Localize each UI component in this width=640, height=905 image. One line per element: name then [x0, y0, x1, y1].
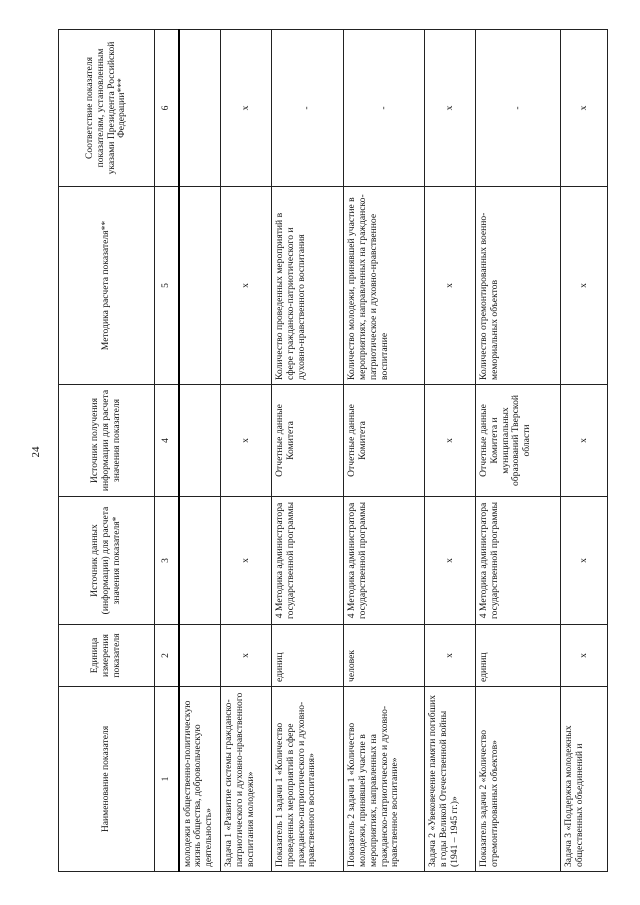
decree-compliance-cell: -	[344, 30, 425, 187]
table-row	[344, 30, 425, 872]
info-source-cell: Отчетные данные Комитета и муниципальных образований Тверской области	[476, 385, 561, 497]
data-source-cell: х	[221, 497, 272, 625]
column-number: 2	[155, 625, 179, 687]
indicator-name-cell: Задача 1 «Развитие системы гражданско-патриотического и духовно-нравственного воспитания молодежи»	[221, 687, 272, 872]
header-data-source: Источник данных (информации) для расчета значения показателя*	[59, 497, 155, 625]
indicator-name-cell: молодежи в общественно-политическую жизнь общества, добровольческую деятельность»	[179, 687, 221, 872]
indicator-name-cell: Показатель 2 задачи 1 «Количество молодежи, принявшей участие в мероприятиях, направленных на гражданско-патриотическое и духовно-нравственное воспитание»	[344, 687, 425, 872]
methodology-cell: х	[425, 187, 476, 385]
column-number: 4	[155, 385, 179, 497]
unit-cell	[179, 625, 221, 687]
column-number-row	[155, 30, 179, 872]
methodology-cell: х	[221, 187, 272, 385]
page-number: 24	[30, 446, 42, 458]
data-source-cell	[179, 497, 221, 625]
header-indicator-name: Наименование показателя	[59, 687, 155, 872]
table-row	[561, 30, 608, 872]
indicator-name-cell: Задача 2 «Увековечение памяти погибших в годы Великой Отечественной войны (1941 – 1945 гг.)»	[425, 687, 476, 872]
header-row	[59, 30, 155, 872]
unit-cell: х	[221, 625, 272, 687]
indicator-name-cell: Показатель задачи 2 «Количество отремонтированных объектов»	[476, 687, 561, 872]
info-source-cell: х	[221, 385, 272, 497]
methodology-cell: Количество молодежи, принявшей участие в мероприятиях, направленных на гражданско-патриотическое и духовно-нравственное воспитание	[344, 187, 425, 385]
info-source-cell: Отчетные данные Комитета	[272, 385, 344, 497]
table-row	[476, 30, 561, 872]
unit-cell: х	[425, 625, 476, 687]
decree-compliance-cell: х	[425, 30, 476, 187]
data-source-cell: х	[425, 497, 476, 625]
column-number: 3	[155, 497, 179, 625]
decree-compliance-cell	[179, 30, 221, 187]
decree-compliance-cell: -	[272, 30, 344, 187]
data-source-cell: х	[561, 497, 608, 625]
decree-compliance-cell: х	[221, 30, 272, 187]
rotated-page-area	[58, 30, 608, 872]
data-source-cell: 4 Методика администратора государственной программы	[272, 497, 344, 625]
column-number: 6	[155, 30, 179, 187]
unit-cell: единиц	[476, 625, 561, 687]
indicator-name-cell: Задача 3 «Поддержка молодежных общественных объединений и	[561, 687, 608, 872]
data-source-cell: 4 Методика администратора государственной программы	[344, 497, 425, 625]
indicators-table	[58, 29, 608, 872]
methodology-cell: х	[561, 187, 608, 385]
header-info-source: Источник получения информации для расчета значения показателя	[59, 385, 155, 497]
rotated-table-container	[58, 30, 608, 872]
indicator-name-cell: Показатель 1 задачи 1 «Количество проведенных мероприятий в сфере гражданско-патриотического и духовно-нравственного воспитания»	[272, 687, 344, 872]
info-source-cell: х	[425, 385, 476, 497]
table-row	[272, 30, 344, 872]
column-number: 1	[155, 687, 179, 872]
info-source-cell	[179, 385, 221, 497]
decree-compliance-cell: -	[476, 30, 561, 187]
methodology-cell: Количество отремонтированных военно-мемориальных объектов	[476, 187, 561, 385]
table-row	[221, 30, 272, 872]
unit-cell: х	[561, 625, 608, 687]
header-unit: Единица измерения показателя	[59, 625, 155, 687]
header-decree-compliance: Соответствие показателя показателям, установленным указами Президента Российской Федерации***	[59, 30, 155, 187]
info-source-cell: х	[561, 385, 608, 497]
data-source-cell: 4 Методика администратора государственной программы	[476, 497, 561, 625]
unit-cell: единиц	[272, 625, 344, 687]
decree-compliance-cell: х	[561, 30, 608, 187]
info-source-cell: Отчетные данные Комитета	[344, 385, 425, 497]
unit-cell: человек	[344, 625, 425, 687]
column-number: 5	[155, 187, 179, 385]
methodology-cell: Количество проведенных мероприятий в сфере гражданско-патриотического и духовно-нравственного воспитания	[272, 187, 344, 385]
table-row	[425, 30, 476, 872]
methodology-cell	[179, 187, 221, 385]
header-methodology: Методика расчета показателя**	[59, 187, 155, 385]
table-row	[179, 30, 221, 872]
